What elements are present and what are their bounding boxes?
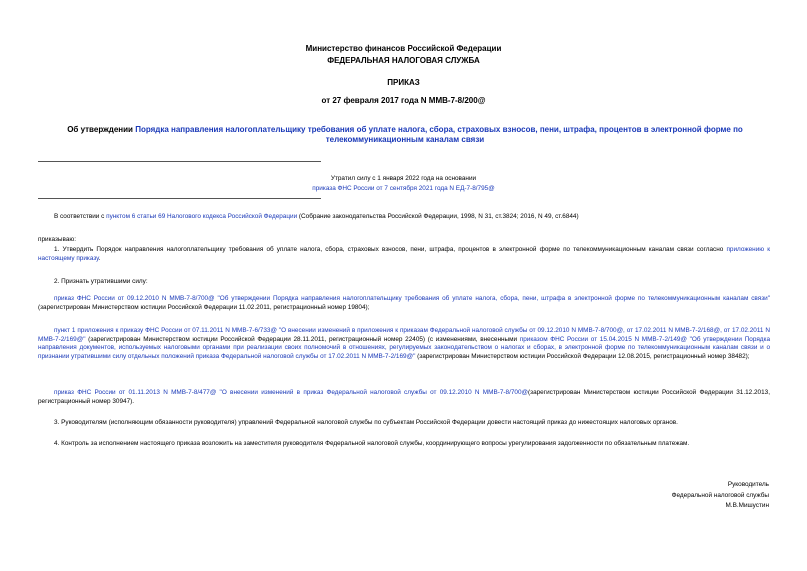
void-item-3-text: (зарегистрирован Министерством юстиции Российской Федерации 31.12.2013, регистрационный номер 30947).: [38, 389, 770, 405]
order-word: приказываю:: [38, 236, 76, 243]
item-1-text: 1. Утвердить Порядок направления налогоплательщику требования об уплате налога, сбора, страховых взносов, пени, штрафа, процентов в электронной форме по телекоммуникационным каналам связи согласно: [54, 246, 727, 253]
item-1-end: .: [98, 254, 101, 262]
lost-force-line1: Утратил силу с 1 января 2022 года на основании: [330, 175, 477, 182]
title-link[interactable]: Порядка направления налогоплательщику требования об уплате налога, сбора, страховых взносов, пени, штрафа, процентов в электронной форме по телекоммуникационным каналам связи: [135, 125, 743, 145]
void-item-2-link-1[interactable]: пункт 1 приложения к приказу ФНС России от 07.11.2011 N ММВ-7-6/733@ "О внесении изменений в приложения к приказам Федеральной налоговой службы от 09.12.2010 N ММВ-7-8/700@, от 17.02.2011 N ММВ-7-2/168@, от 17.02.2011 N ММВ-7-2/169@": [38, 327, 770, 343]
title-prefix: Об утверждении: [67, 125, 136, 134]
void-item-1: [38, 295, 770, 312]
preamble-text-end: (Собрание законодательства Российской Федерации, 1998, N 31, ст.3824; 2016, N 49, ст.6844): [297, 213, 579, 220]
doc-date-number: от 27 февраля 2017 года N ММВ-7-8/200@: [321, 96, 486, 105]
preamble: [38, 213, 770, 222]
signature-position: Руководитель: [727, 481, 769, 488]
preamble-link[interactable]: пунктом 6 статьи 69 Налогового кодекса Российской Федерации: [106, 213, 298, 220]
doc-type: ПРИКАЗ: [387, 78, 420, 87]
ministry-name: Министерство финансов Российской Федерации: [305, 44, 502, 53]
item-1: [38, 246, 770, 263]
document-title: [60, 125, 750, 146]
void-item-3-link[interactable]: приказ ФНС России от 01.11.2013 N ММВ-7-8/477@ "О внесении изменений в приказ Федеральной налоговой службы от 09.12.2010 N ММВ-7-8/700@: [54, 389, 529, 396]
lost-force-note: [0, 174, 807, 193]
item-4: 4. Контроль за исполнением настоящего приказа возложить на заместителя руководителя Федеральной налоговой службы, координирующего вопросы урегулирования задолженности по обязательным платежам.: [54, 440, 690, 447]
signature-org: Федеральной налоговой службы: [671, 491, 769, 499]
void-item-3: [38, 389, 770, 406]
service-name: ФЕДЕРАЛЬНАЯ НАЛОГОВАЯ СЛУЖБА: [327, 56, 480, 65]
divider-top: [38, 161, 321, 162]
item-3: 3. Руководителям (исполняющим обязанности руководителя) управлений Федеральной налоговой службы по субъектам Российской Федерации довести настоящий приказ до нижестоящих налоговых органов.: [54, 419, 678, 426]
signature-block: [672, 480, 769, 512]
void-item-2-link-2[interactable]: приказом ФНС России от 15.04.2015 N ММВ-7-2/149@ "Об утверждении Порядка направления документов, используемых налоговыми органами при реализации своих полномочий в отношениях, регулируемых законодательством о налогах и сборах, в электронной форме по телекоммуникационным каналам связи и о признании утратившими силу отдельных положений приказа Федеральной налоговой службы от 17.02.2011 N ММВ-7-2/169@": [38, 335, 770, 360]
void-item-1-link[interactable]: приказ ФНС России от 09.12.2010 N ММВ-7-8/700@ "Об утверждении Порядка направления налогоплательщику требования об уплате налога, сбора, пени, штрафа в электронной форме по телекоммуникационным каналам связи": [54, 295, 770, 302]
divider-bottom: [38, 198, 321, 199]
preamble-text-start: В соответствии с: [54, 213, 107, 220]
item-1-link[interactable]: приложению к настоящему приказу: [38, 246, 770, 262]
void-item-2: [38, 327, 770, 362]
void-item-2-text-2: (зарегистрирован Министерством юстиции Российской Федерации 12.08.2015, регистрационный номер 38482);: [415, 352, 750, 360]
lost-force-link[interactable]: приказа ФНС России от 7 сентября 2021 года N ЕД-7-8/795@: [312, 184, 495, 192]
void-item-2-text-1: (зарегистрирован Министерством юстиции Российской Федерации 28.11.2011, регистрационный номер 22405) (с изменениями, внесенными: [85, 335, 520, 343]
void-item-1-text: (зарегистрирован Министерством юстиции Российской Федерации 11.02.2011, регистрационный номер 19804);: [38, 303, 370, 311]
signature-name: М.В.Мишустин: [725, 502, 769, 510]
item-2: 2. Признать утратившими силу:: [54, 278, 148, 285]
